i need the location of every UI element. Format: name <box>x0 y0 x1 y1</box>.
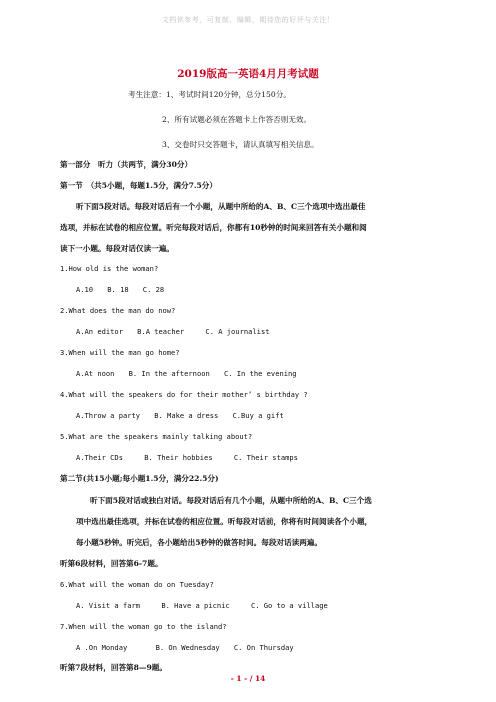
section2-instructions: 项中选出最佳选项，并标在试卷的相应位置。听每段对话前，你将有时间阅读各个小题， <box>76 517 373 526</box>
question: 5.What are the speakers mainly talking about? <box>60 432 253 441</box>
question: 3.When will the man go home? <box>60 348 180 357</box>
question: 2.What does the man do now? <box>60 306 176 315</box>
question-options: A.At noon B. In the afternoon C. In the evening <box>76 369 297 378</box>
section2-instructions: 听下面5段对话或独白对话。每段对话后有几个小题，从题中所给的A、B、C三个选 <box>90 496 372 505</box>
page-number: - 1 - / 14 <box>230 674 266 683</box>
material-heading: 听第7段材料，回答第8—9题。 <box>60 663 167 672</box>
question: 7.When will the woman go to the island? <box>60 622 227 631</box>
exam-note: 3、交卷时只交答题卡，请认真填写相关信息。 <box>162 140 319 149</box>
question: 4.What will the speakers do for their mother’ s birthday ? <box>60 390 308 399</box>
question-options: A .On Monday B. On Wednesday C. On Thursday <box>76 643 294 652</box>
question-options: A. Visit a farm B. Have a picnic C. Go to a village <box>76 601 328 610</box>
exam-note: 2、所有试题必须在答题卡上作答否则无效。 <box>162 115 312 124</box>
part1-heading: 第一部分 听力（共两节，满分30分） <box>60 160 193 169</box>
header-watermark: 文档供参考，可复制、编辑，期待您的好评与关注！ <box>161 16 335 24</box>
question-options: A.Throw a party B. Make a dress C.Buy a gift <box>76 411 284 420</box>
section1-heading: 第一节 （共5小题，每题1.5分，满分7.5分） <box>60 181 217 190</box>
section1-instructions: 听下面5段对话。每段对话后有一个小题，从题中所给的A、B、C三个选项中选出最佳 <box>76 202 366 211</box>
section2-heading: 第二节(共15小题;每小题1.5分，满分22.5分) <box>60 474 219 483</box>
question: 6.What will the woman do on Tuesday? <box>60 580 214 589</box>
exam-note: 考生注意：1、考试时间120分钟，总分150分。 <box>128 90 291 99</box>
page-title: 2019版高一英语4月月考试题 <box>177 68 319 80</box>
section1-instructions: 读下一小题。每段对话仅读一遍。 <box>60 244 174 253</box>
question: 1.How old is the woman? <box>60 264 159 273</box>
material-heading: 听第6段材料，回答第6-7题。 <box>60 559 163 568</box>
section1-instructions: 选项，并标在试卷的相应位置。听完每段对话后，你都有10秒钟的时间来回答有关小题和阅 <box>60 223 367 232</box>
question-options: A.An editor B.A teacher C. A journalist <box>76 327 270 336</box>
question-options: A.10 B. 18 C. 28 <box>76 285 165 294</box>
section2-instructions: 每小题5秒钟。听完后，各小题给出5秒钟的做答时间。每段对话读两遍。 <box>76 538 322 547</box>
question-options: A.Their CDs B. Their hobbies C. Their stamps <box>76 453 298 462</box>
